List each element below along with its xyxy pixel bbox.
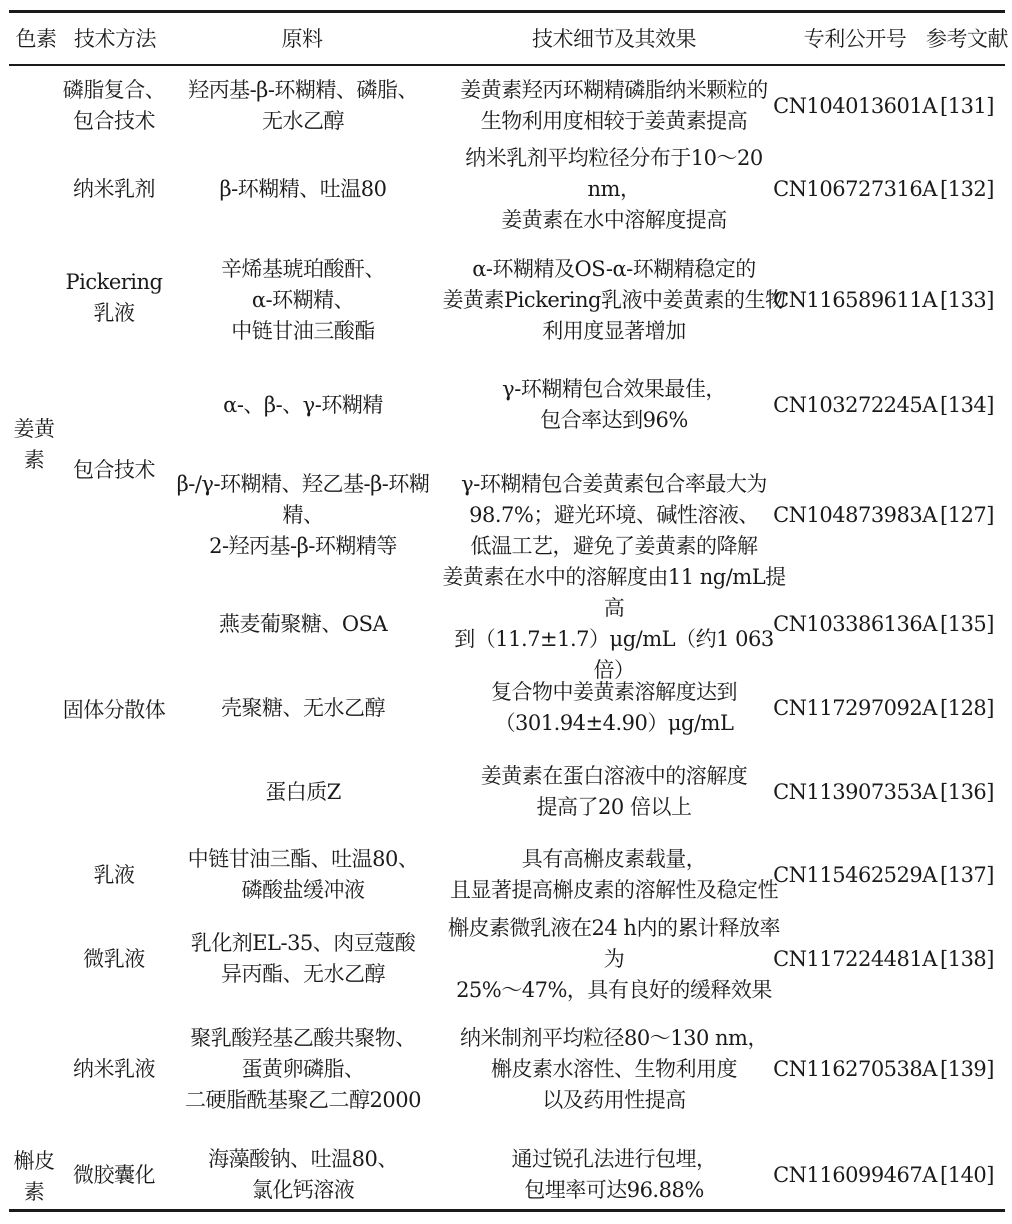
header-rule <box>9 64 1005 66</box>
patent-cell: CN116099467A <box>773 1162 937 1187</box>
material-cell: α-、β-、γ-环糊精 <box>223 392 383 417</box>
material-cell: 海藻酸钠、吐温80、 氯化钙溶液 <box>208 1147 398 1202</box>
detail-cell: 姜黄素在水中的溶解度由11 ng/mL提高 到（11.7±1.7）μg/mL（约1 063 倍） <box>442 565 786 682</box>
method-cell: 固体分散体 <box>62 697 166 722</box>
header-pigment: 色素 <box>15 26 57 51</box>
detail-cell: 姜黄素羟丙环糊精磷脂纳米颗粒的 生物利用度相较于姜黄素提高 <box>460 78 768 133</box>
header-detail: 技术细节及其效果 <box>532 26 696 51</box>
reference-cell: [137] <box>940 862 994 887</box>
method-cell: 微乳液 <box>83 946 145 971</box>
patent-cell: CN104873983A <box>773 502 937 527</box>
patent-cell: CN103386136A <box>773 611 937 636</box>
detail-cell: 通过锐孔法进行包埋， 包埋率可达96.88% <box>511 1147 717 1202</box>
pigment-curcumin: 姜黄 素 <box>13 417 55 472</box>
method-cell: 磷脂复合、 包合技术 <box>62 78 166 133</box>
material-cell: 蛋白质Z <box>265 779 341 804</box>
patent-cell: CN116589611A <box>773 287 937 312</box>
material-cell: 羟丙基-β-环糊精、磷脂、 无水乙醇 <box>188 78 418 133</box>
material-cell: 中链甘油三酯、吐温80、 磷酸盐缓冲液 <box>187 847 419 902</box>
header-material: 原料 <box>281 26 323 51</box>
top-rule <box>9 10 1005 13</box>
detail-cell: 姜黄素在蛋白溶液中的溶解度 提高了20 倍以上 <box>480 764 748 819</box>
reference-cell: [136] <box>940 779 994 804</box>
patent-cell: CN116270538A <box>773 1056 937 1081</box>
patent-cell: CN117224481A <box>773 946 937 971</box>
pigment-quercetin: 槲皮 素 <box>13 1149 55 1204</box>
detail-cell: 槲皮素微乳液在24 h内的累计释放率为 25%～47%，具有良好的缓释效果 <box>448 915 780 1002</box>
method-cell: 纳米乳剂 <box>73 176 155 201</box>
material-cell: β-/γ-环糊精、羟乙基-β-环糊精、 2-羟丙基-β-环糊精等 <box>176 471 430 558</box>
header-method: 技术方法 <box>74 26 156 51</box>
detail-cell: γ-环糊精包合效果最佳， 包合率达到96% <box>502 377 726 432</box>
reference-cell: [134] <box>940 392 994 417</box>
detail-cell: 纳米制剂平均粒径80～130 nm， 槲皮素水溶性、生物利用度 以及药用性提高 <box>460 1025 768 1112</box>
patent-cell: CN115462529A <box>773 862 937 887</box>
reference-cell: [138] <box>940 946 994 971</box>
reference-cell: [128] <box>940 695 994 720</box>
reference-cell: [131] <box>940 93 994 118</box>
material-cell: 聚乳酸羟基乙酸共聚物、 蛋黄卵磷脂、 二硬脂酰基聚乙二醇2000 <box>185 1025 421 1112</box>
reference-cell: [133] <box>940 287 994 312</box>
method-cell: 乳液 <box>93 862 135 887</box>
material-cell: β-环糊精、吐温80 <box>219 176 387 201</box>
detail-cell: 复合物中姜黄素溶解度达到 （301.94±4.90）μg/mL <box>491 680 737 735</box>
detail-cell: γ-环糊精包合姜黄素包合率最大为 98.7%；避光环境、碱性溶液、 低温工艺，避免了姜黄素的降解 <box>461 471 767 558</box>
reference-cell: [132] <box>940 176 994 201</box>
bottom-rule <box>9 1209 1005 1212</box>
detail-cell: 具有高槲皮素载量， 且显著提高槲皮素的溶解性及稳定性 <box>450 847 778 902</box>
patent-cell: CN106727316A <box>773 176 937 201</box>
patent-cell: CN104013601A <box>773 93 937 118</box>
material-cell: 燕麦葡聚糖、OSA <box>218 611 388 636</box>
material-cell: 辛烯基琥珀酸酐、 α-环糊精、 中链甘油三酸酯 <box>221 256 385 343</box>
method-cell: 微胶囊化 <box>73 1162 155 1187</box>
reference-cell: [135] <box>940 611 994 636</box>
detail-cell: 纳米乳剂平均粒径分布于10～20 nm， 姜黄素在水中溶解度提高 <box>465 145 763 232</box>
detail-cell: α-环糊精及OS-α-环糊精稳定的 姜黄素Pickering乳液中姜黄素的生物 利用度显著增加 <box>442 256 786 343</box>
method-cell: 包合技术 <box>73 457 155 482</box>
method-cell: 纳米乳液 <box>73 1056 155 1081</box>
patent-cell: CN113907353A <box>773 779 937 804</box>
material-cell: 乳化剂EL-35、肉豆蔻酸 异丙酯、无水乙醇 <box>190 931 416 986</box>
patent-cell: CN117297092A <box>773 695 937 720</box>
header-patent: 专利公开号 <box>803 26 907 51</box>
reference-cell: [127] <box>940 502 994 527</box>
reference-cell: [139] <box>940 1056 994 1081</box>
reference-cell: [140] <box>940 1162 994 1187</box>
material-cell: 壳聚糖、无水乙醇 <box>221 695 385 720</box>
patent-cell: CN103272245A <box>773 392 937 417</box>
header-reference: 参考文献 <box>926 26 1008 51</box>
method-cell: Pickering 乳液 <box>65 270 163 325</box>
